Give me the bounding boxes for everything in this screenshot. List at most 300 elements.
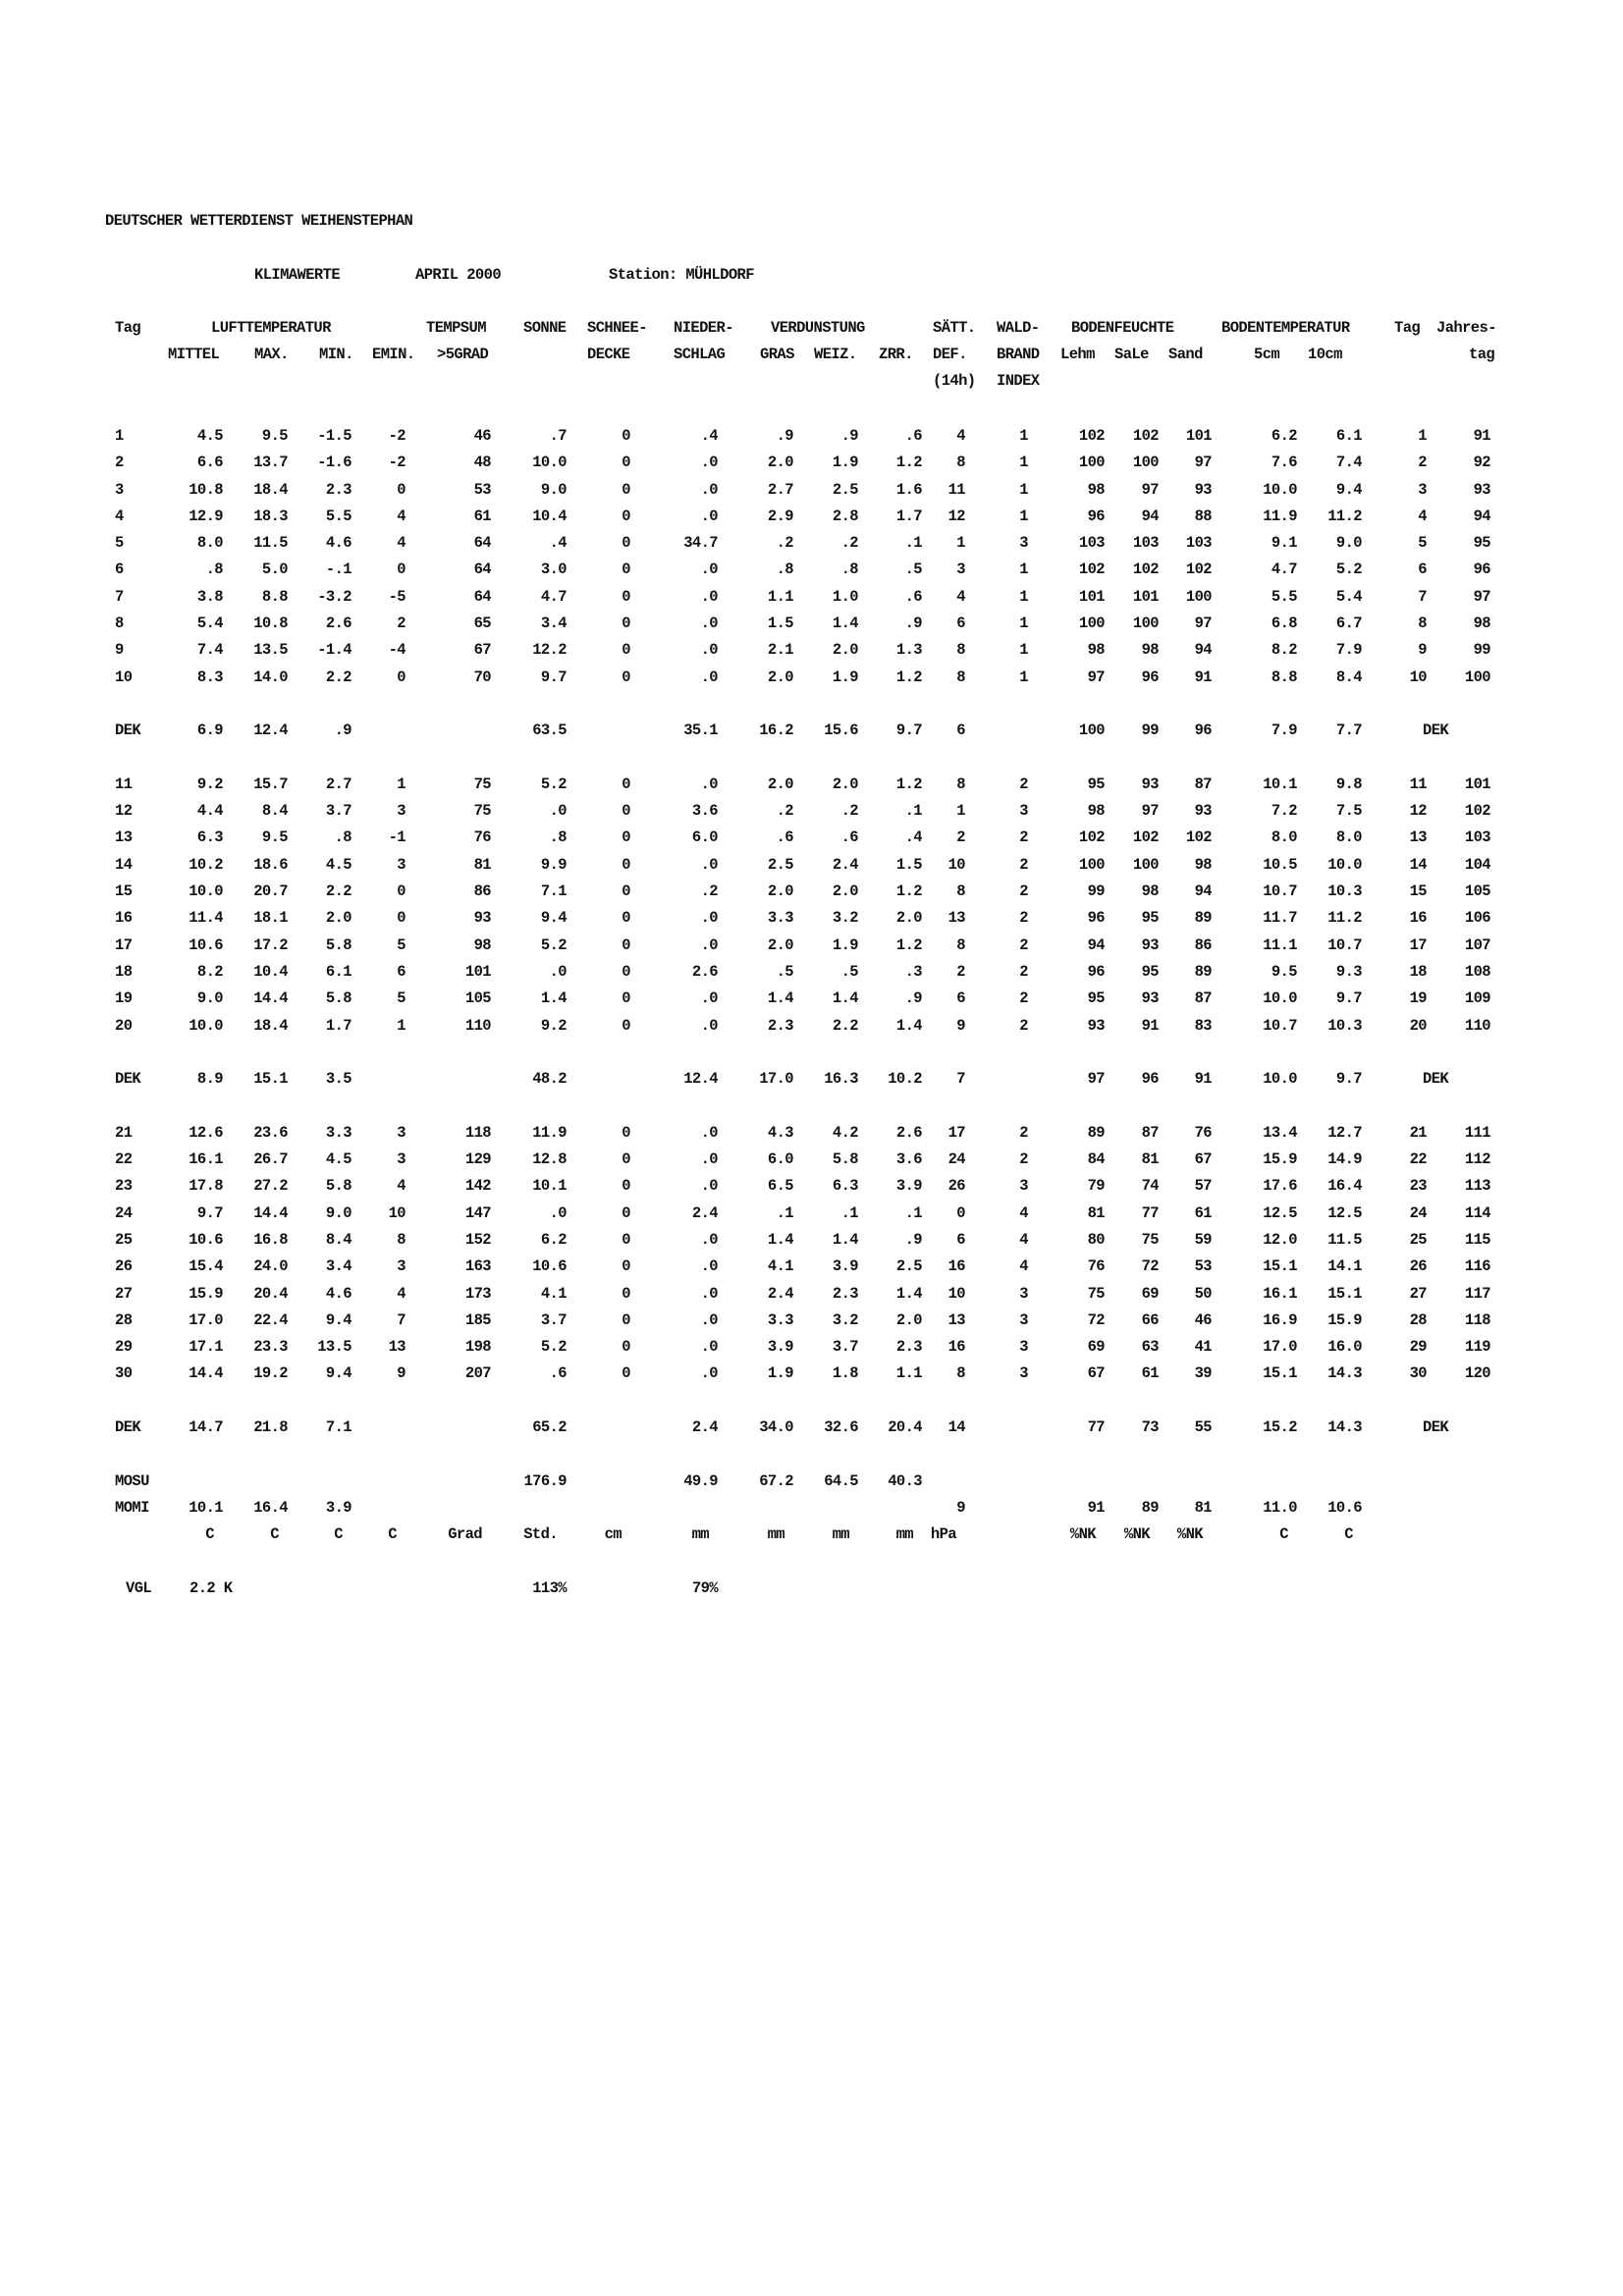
cell-niederschlag: .0 — [700, 454, 718, 471]
cell-waldbrand: 2 — [1019, 909, 1028, 927]
cell-jahrestag: 99 — [1473, 641, 1490, 659]
cell-mittel: 14.4 — [189, 1364, 223, 1382]
cell-niederschlag: .0 — [700, 1177, 718, 1195]
cell-waldbrand: 2 — [1019, 775, 1028, 793]
cell-emin: 9 — [397, 1364, 406, 1382]
cell-verd-weiz: 3.2 — [832, 909, 858, 927]
cell-bf-lehm: 96 — [1087, 507, 1105, 525]
cell-tempsum: 118 — [464, 1124, 491, 1142]
cell-sonne: 4.1 — [540, 1285, 567, 1303]
cell-mittel: 5.4 — [196, 614, 223, 632]
cell-bf-lehm: 95 — [1087, 989, 1105, 1007]
cell-bt-5cm: 11.7 — [1263, 909, 1297, 927]
cell-bf-sand: 101 — [1185, 427, 1212, 445]
cell-day: 22 — [115, 1150, 133, 1168]
cell-day: 28 — [115, 1311, 133, 1329]
cell-sonne: 176.9 — [523, 1472, 567, 1490]
column-header: Sand — [1168, 346, 1203, 363]
cell-bf-lehm: 97 — [1087, 1070, 1105, 1088]
cell-max: 12.4 — [253, 721, 288, 739]
column-header: BRAND — [997, 346, 1040, 363]
column-header: INDEX — [997, 372, 1040, 390]
cell-mittel: 8.9 — [196, 1070, 223, 1088]
column-header: MIN. — [319, 346, 353, 363]
cell-day: 4 — [115, 507, 124, 525]
column-header: DEF. — [933, 346, 967, 363]
cell-waldbrand: 1 — [1019, 614, 1028, 632]
cell-max: 23.6 — [253, 1124, 288, 1142]
cell-day: 17 — [115, 936, 133, 954]
cell-min: 4.5 — [325, 1150, 352, 1168]
cell-bf-sale: 61 — [1141, 1364, 1159, 1382]
cell-verd-zrr: 1.4 — [895, 1017, 922, 1035]
cell-day-2: 24 — [1409, 1204, 1427, 1222]
cell-sonne: 7.1 — [540, 882, 567, 900]
cell-emin: 3 — [397, 802, 406, 820]
cell-bf-sand: 102 — [1185, 561, 1212, 578]
cell-schneedecke: 0 — [622, 989, 630, 1007]
cell-niederschlag: .0 — [700, 614, 718, 632]
cell-waldbrand: 1 — [1019, 561, 1028, 578]
cell-mittel: 9.7 — [196, 1204, 223, 1222]
cell-bf-sale: 96 — [1141, 668, 1159, 686]
cell-niederschlag: .0 — [700, 507, 718, 525]
cell-bt-10cm: 9.4 — [1335, 481, 1362, 499]
cell-verd-weiz: 64.5 — [824, 1472, 858, 1490]
cell-verd-weiz: 2.0 — [832, 641, 858, 659]
cell-bf-lehm: 69 — [1087, 1338, 1105, 1356]
cell-day: 20 — [115, 1017, 133, 1035]
cell-verd-weiz: 1.4 — [832, 989, 858, 1007]
cell-day-2: 9 — [1418, 641, 1427, 659]
column-header: GRAS — [760, 346, 794, 363]
cell-bt-10cm: 10.3 — [1327, 882, 1362, 900]
cell-bt-10cm: 5.4 — [1335, 588, 1362, 606]
cell-verd-gras: 3.3 — [767, 909, 793, 927]
cell-verd-gras: 2.1 — [767, 641, 793, 659]
cell-bt-10cm: 11.2 — [1327, 507, 1362, 525]
cell-waldbrand: 2 — [1019, 963, 1028, 981]
cell-tempsum: 198 — [464, 1338, 491, 1356]
cell-jahrestag: 91 — [1473, 427, 1490, 445]
cell-tempsum: 185 — [464, 1311, 491, 1329]
cell-bt-10cm: 16.0 — [1327, 1338, 1362, 1356]
column-header: SCHLAG — [674, 346, 726, 363]
cell-verd-zrr: 2.6 — [895, 1124, 922, 1142]
column-header: Lehm — [1060, 346, 1095, 363]
column-header: SCHNEE- — [587, 319, 647, 337]
cell-bt-5cm: 10.0 — [1263, 481, 1297, 499]
cell-jahrestag: 109 — [1464, 989, 1490, 1007]
cell-verd-zrr: 9.7 — [895, 721, 922, 739]
cell-max: 18.3 — [253, 507, 288, 525]
cell-day-2: 29 — [1409, 1338, 1427, 1356]
cell-bf-sale: 73 — [1141, 1418, 1159, 1436]
cell-bt-10cm: 14.3 — [1327, 1364, 1362, 1382]
cell-niederschlag: .0 — [700, 1311, 718, 1329]
cell-sonne: 3.7 — [540, 1311, 567, 1329]
cell-saett-def: 0 — [956, 1204, 965, 1222]
cell-sonne: 5.2 — [540, 936, 567, 954]
cell-bf-sale: 100 — [1132, 856, 1159, 874]
cell-bt-5cm: 10.0 — [1263, 989, 1297, 1007]
cell-mittel: 7.4 — [196, 641, 223, 659]
cell-saett-def: 13 — [947, 909, 965, 927]
cell-waldbrand: 3 — [1019, 802, 1028, 820]
cell-verd-zrr: 3.9 — [895, 1177, 922, 1195]
cell-max: 18.4 — [253, 481, 288, 499]
cell-waldbrand: 3 — [1019, 1311, 1028, 1329]
cell-max: 22.4 — [253, 1311, 288, 1329]
cell-niederschlag: 79% — [691, 1579, 718, 1597]
cell-emin: 4 — [397, 507, 406, 525]
cell-mittel: 10.1 — [189, 1499, 223, 1517]
cell-verd-weiz: 2.2 — [832, 1017, 858, 1035]
cell-saett-def: 8 — [956, 775, 965, 793]
cell-tempsum: 147 — [464, 1204, 491, 1222]
cell-saett-def: 4 — [956, 588, 965, 606]
cell-day-2: 6 — [1418, 561, 1427, 578]
cell-schneedecke: 0 — [622, 856, 630, 874]
cell-jahrestag: 94 — [1473, 507, 1490, 525]
cell-sonne: 4.7 — [540, 588, 567, 606]
cell-niederschlag: .0 — [700, 1124, 718, 1142]
column-header: tag — [1469, 346, 1495, 363]
cell-emin: -1 — [388, 828, 406, 846]
cell-bf-lehm: 100 — [1078, 614, 1105, 632]
cell-sonne: 9.2 — [540, 1017, 567, 1035]
cell-verd-zrr: 3.6 — [895, 1150, 922, 1168]
cell-tempsum: 110 — [464, 1017, 491, 1035]
cell-bf-lehm: 101 — [1078, 588, 1105, 606]
cell-emin: 4 — [397, 1177, 406, 1195]
cell-bf-sand: 88 — [1194, 507, 1212, 525]
cell-min: .9 — [334, 721, 352, 739]
cell-emin: C — [388, 1525, 397, 1543]
cell-emin: -4 — [388, 641, 406, 659]
cell-mittel: 10.6 — [189, 1231, 223, 1249]
cell-bf-sand: 57 — [1194, 1177, 1212, 1195]
cell-bt-10cm: 11.2 — [1327, 909, 1362, 927]
cell-bt-5cm: 10.7 — [1263, 882, 1297, 900]
cell-bt-5cm: 6.8 — [1271, 614, 1297, 632]
cell-day-2: 30 — [1409, 1364, 1427, 1382]
cell-tempsum: 86 — [473, 882, 491, 900]
cell-sonne: 5.2 — [540, 775, 567, 793]
cell-bf-sand: 97 — [1194, 614, 1212, 632]
cell-sonne: 10.4 — [532, 507, 567, 525]
cell-bt-5cm: 6.2 — [1271, 427, 1297, 445]
cell-bf-sale: 75 — [1141, 1231, 1159, 1249]
cell-min: 4.6 — [325, 1285, 352, 1303]
cell-max: 21.8 — [253, 1418, 288, 1436]
cell-max: 18.1 — [253, 909, 288, 927]
cell-verd-zrr: 1.2 — [895, 668, 922, 686]
cell-max: 5.0 — [261, 561, 288, 578]
cell-emin: 0 — [397, 481, 406, 499]
cell-bf-lehm: 103 — [1078, 534, 1105, 552]
cell-bf-lehm: 89 — [1087, 1124, 1105, 1142]
cell-verd-zrr: 2.0 — [895, 1311, 922, 1329]
cell-mittel: 14.7 — [189, 1418, 223, 1436]
cell-bt-10cm: 10.3 — [1327, 1017, 1362, 1035]
cell-saett-def: hPa — [930, 1525, 956, 1543]
cell-bt-5cm: 12.0 — [1263, 1231, 1297, 1249]
cell-saett-def: 2 — [956, 828, 965, 846]
cell-schneedecke: 0 — [622, 909, 630, 927]
cell-emin: 0 — [397, 882, 406, 900]
cell-tempsum: 70 — [473, 668, 491, 686]
cell-day: 24 — [115, 1204, 133, 1222]
cell-schneedecke: 0 — [622, 1124, 630, 1142]
cell-bf-sale: 63 — [1141, 1338, 1159, 1356]
cell-day: 26 — [115, 1257, 133, 1275]
cell-mittel: 17.0 — [189, 1311, 223, 1329]
cell-bf-sand: 91 — [1194, 668, 1212, 686]
cell-bt-10cm: 8.4 — [1335, 668, 1362, 686]
cell-min: -3.2 — [317, 588, 352, 606]
cell-bt-5cm: 7.6 — [1271, 454, 1297, 471]
cell-waldbrand: 4 — [1019, 1231, 1028, 1249]
cell-bf-lehm: 96 — [1087, 909, 1105, 927]
cell-verd-weiz: 1.8 — [832, 1364, 858, 1382]
cell-jahrestag: 103 — [1464, 828, 1490, 846]
cell-day-2: 26 — [1409, 1257, 1427, 1275]
cell-verd-gras: .9 — [776, 427, 793, 445]
cell-emin: 5 — [397, 989, 406, 1007]
cell-day: 27 — [115, 1285, 133, 1303]
cell-niederschlag: 2.4 — [691, 1204, 718, 1222]
cell-emin: -5 — [388, 588, 406, 606]
cell-bt-10cm: 15.9 — [1327, 1311, 1362, 1329]
cell-jahrestag: 111 — [1464, 1124, 1490, 1142]
cell-sonne: 5.2 — [540, 1338, 567, 1356]
cell-max: 13.7 — [253, 454, 288, 471]
cell-day: 6 — [115, 561, 124, 578]
cell-sonne: 11.9 — [532, 1124, 567, 1142]
cell-verd-gras: 3.3 — [767, 1311, 793, 1329]
cell-bt-10cm: 15.1 — [1327, 1285, 1362, 1303]
cell-bf-lehm: 81 — [1087, 1204, 1105, 1222]
cell-bt-5cm: 16.1 — [1263, 1285, 1297, 1303]
column-header: BODENFEUCHTE — [1071, 319, 1174, 337]
cell-mittel: 17.8 — [189, 1177, 223, 1195]
cell-jahrestag: 117 — [1464, 1285, 1490, 1303]
cell-sonne: 9.7 — [540, 668, 567, 686]
cell-saett-def: 6 — [956, 721, 965, 739]
cell-niederschlag: .0 — [700, 561, 718, 578]
cell-bf-sand: 100 — [1185, 588, 1212, 606]
cell-max: 17.2 — [253, 936, 288, 954]
cell-bf-sale: 95 — [1141, 909, 1159, 927]
cell-waldbrand: 3 — [1019, 1338, 1028, 1356]
cell-emin: 1 — [397, 1017, 406, 1035]
cell-min: 13.5 — [317, 1338, 352, 1356]
cell-bt-10cm: 10.0 — [1327, 856, 1362, 874]
cell-bf-sale: %NK — [1123, 1525, 1150, 1543]
cell-verd-zrr: .9 — [904, 1231, 922, 1249]
cell-tempsum: 65 — [473, 614, 491, 632]
cell-saett-def: 8 — [956, 882, 965, 900]
cell-saett-def: 13 — [947, 1311, 965, 1329]
cell-min: .8 — [334, 828, 352, 846]
cell-saett-def: 8 — [956, 936, 965, 954]
cell-bf-sale: 102 — [1132, 828, 1159, 846]
cell-saett-def: 26 — [947, 1177, 965, 1195]
cell-bt-10cm: 7.9 — [1335, 641, 1362, 659]
cell-verd-weiz: .8 — [840, 561, 858, 578]
cell-emin: 4 — [397, 1285, 406, 1303]
cell-saett-def: 8 — [956, 454, 965, 471]
cell-sonne: .7 — [549, 427, 567, 445]
cell-waldbrand: 1 — [1019, 481, 1028, 499]
cell-verd-gras: 2.3 — [767, 1017, 793, 1035]
cell-schneedecke: 0 — [622, 1364, 630, 1382]
column-header: ZRR. — [879, 346, 913, 363]
cell-max: 27.2 — [253, 1177, 288, 1195]
cell-schneedecke: 0 — [622, 1150, 630, 1168]
cell-emin: 4 — [397, 534, 406, 552]
cell-niederschlag: .0 — [700, 1231, 718, 1249]
cell-tempsum: 152 — [464, 1231, 491, 1249]
cell-waldbrand: 2 — [1019, 989, 1028, 1007]
column-header: SÄTT. — [933, 319, 976, 337]
cell-niederschlag: 3.6 — [691, 802, 718, 820]
cell-day-2: 14 — [1409, 856, 1427, 874]
column-header: BODENTEMPERATUR — [1221, 319, 1350, 337]
cell-saett-def: 10 — [947, 856, 965, 874]
cell-bt-10cm: 11.5 — [1327, 1231, 1362, 1249]
cell-bf-lehm: 77 — [1087, 1418, 1105, 1436]
cell-bf-sale: 69 — [1141, 1285, 1159, 1303]
cell-schneedecke: 0 — [622, 1285, 630, 1303]
cell-niederschlag: 49.9 — [683, 1472, 718, 1490]
cell-bf-sand: 50 — [1194, 1285, 1212, 1303]
cell-schneedecke: 0 — [622, 481, 630, 499]
cell-saett-def: 14 — [947, 1418, 965, 1436]
cell-day-2: 15 — [1409, 882, 1427, 900]
cell-verd-gras: 4.3 — [767, 1124, 793, 1142]
cell-day: VGL — [126, 1579, 152, 1597]
cell-bt-10cm: 12.7 — [1327, 1124, 1362, 1142]
cell-verd-gras: 34.0 — [759, 1418, 793, 1436]
cell-mittel: 3.8 — [196, 588, 223, 606]
cell-min: 5.8 — [325, 1177, 352, 1195]
cell-day-2: 3 — [1418, 481, 1427, 499]
cell-bf-sale: 97 — [1141, 481, 1159, 499]
cell-verd-gras: 1.9 — [767, 1364, 793, 1382]
cell-verd-gras: 1.1 — [767, 588, 793, 606]
cell-max: 20.7 — [253, 882, 288, 900]
cell-bt-5cm: 9.5 — [1271, 963, 1297, 981]
cell-bf-lehm: 98 — [1087, 641, 1105, 659]
cell-bf-sale: 93 — [1141, 775, 1159, 793]
cell-niederschlag: .0 — [700, 1150, 718, 1168]
cell-verd-weiz: 3.2 — [832, 1311, 858, 1329]
cell-bf-sand: 53 — [1194, 1257, 1212, 1275]
cell-bt-10cm: 10.6 — [1327, 1499, 1362, 1517]
cell-bt-5cm: 11.1 — [1263, 936, 1297, 954]
cell-sonne: .0 — [549, 1204, 567, 1222]
column-header: (14h) — [933, 372, 976, 390]
cell-verd-gras: 2.0 — [767, 882, 793, 900]
cell-verd-weiz: 1.9 — [832, 454, 858, 471]
cell-bf-sand: 87 — [1194, 989, 1212, 1007]
cell-day: 23 — [115, 1177, 133, 1195]
cell-max: 11.5 — [253, 534, 288, 552]
cell-bf-lehm: %NK — [1069, 1525, 1096, 1543]
cell-saett-def: 8 — [956, 1364, 965, 1382]
cell-day-2: 1 — [1418, 427, 1427, 445]
column-header: MITTEL — [168, 346, 220, 363]
cell-jahrestag: 101 — [1464, 775, 1490, 793]
cell-emin: 2 — [397, 614, 406, 632]
cell-saett-def: 16 — [947, 1257, 965, 1275]
cell-verd-gras: 67.2 — [759, 1472, 793, 1490]
cell-schneedecke: 0 — [622, 828, 630, 846]
cell-bf-lehm: 99 — [1087, 882, 1105, 900]
cell-bt-5cm: 12.5 — [1263, 1204, 1297, 1222]
cell-tempsum: 48 — [473, 454, 491, 471]
cell-day-2: DEK — [1423, 1070, 1449, 1088]
org-title: DEUTSCHER WETTERDIENST WEIHENSTEPHAN — [105, 212, 413, 230]
cell-niederschlag: .0 — [700, 989, 718, 1007]
cell-schneedecke: 0 — [622, 507, 630, 525]
cell-niederschlag: .0 — [700, 588, 718, 606]
cell-verd-weiz: .2 — [840, 534, 858, 552]
cell-schneedecke: 0 — [622, 775, 630, 793]
cell-verd-zrr: .3 — [904, 963, 922, 981]
cell-waldbrand: 2 — [1019, 1124, 1028, 1142]
cell-niederschlag: .0 — [700, 481, 718, 499]
cell-bt-10cm: 14.1 — [1327, 1257, 1362, 1275]
cell-verd-weiz: 4.2 — [832, 1124, 858, 1142]
cell-verd-weiz: 1.9 — [832, 936, 858, 954]
cell-bf-sand: 97 — [1194, 454, 1212, 471]
column-header: WEIZ. — [814, 346, 857, 363]
cell-bf-lehm: 72 — [1087, 1311, 1105, 1329]
cell-mittel: 11.4 — [189, 909, 223, 927]
cell-min: 2.0 — [325, 909, 352, 927]
cell-verd-gras: 2.4 — [767, 1285, 793, 1303]
cell-jahrestag: 112 — [1464, 1150, 1490, 1168]
cell-jahrestag: 104 — [1464, 856, 1490, 874]
cell-mittel: 17.1 — [189, 1338, 223, 1356]
cell-jahrestag: 106 — [1464, 909, 1490, 927]
cell-verd-weiz: .9 — [840, 427, 858, 445]
cell-schneedecke: 0 — [622, 963, 630, 981]
cell-jahrestag: 100 — [1464, 668, 1490, 686]
cell-schneedecke: 0 — [622, 588, 630, 606]
cell-verd-gras: 2.0 — [767, 668, 793, 686]
column-header: NIEDER- — [674, 319, 733, 337]
cell-saett-def: 1 — [956, 534, 965, 552]
column-header: >5GRAD — [437, 346, 489, 363]
station-name: Station: MÜHLDORF — [609, 266, 754, 284]
cell-waldbrand: 2 — [1019, 856, 1028, 874]
cell-verd-weiz: 1.0 — [832, 588, 858, 606]
cell-bf-sand: 93 — [1194, 802, 1212, 820]
cell-niederschlag: .0 — [700, 775, 718, 793]
cell-sonne: .8 — [549, 828, 567, 846]
cell-day-2: 27 — [1409, 1285, 1427, 1303]
cell-max: 26.7 — [253, 1150, 288, 1168]
cell-day: 30 — [115, 1364, 133, 1382]
cell-verd-gras: 2.0 — [767, 454, 793, 471]
cell-verd-weiz: 1.4 — [832, 614, 858, 632]
cell-bf-sand: 67 — [1194, 1150, 1212, 1168]
cell-day-2: 12 — [1409, 802, 1427, 820]
